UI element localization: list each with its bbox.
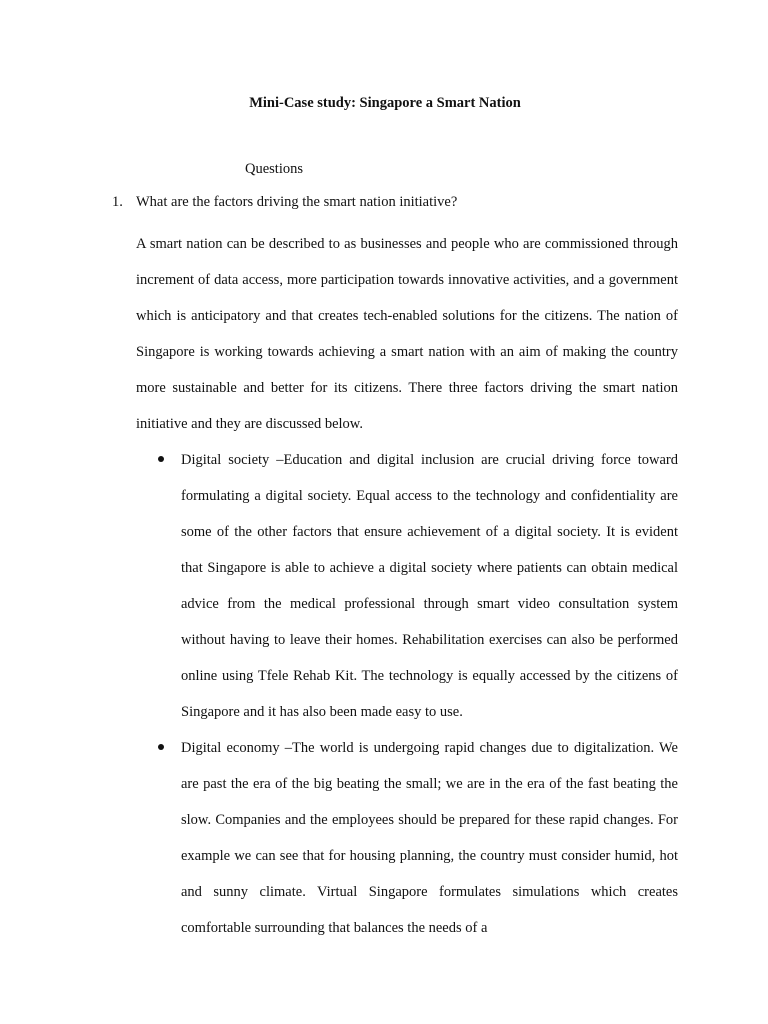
bullet-item-digital-society — [136, 442, 678, 730]
answer-paragraph: A smart nation can be described to as businesses and people who are commissioned through increment of data access, more participation towards innovative activities, and a government which is anticipatory and that creates tech-enabled solutions for the citizens. The nation of Singapore is working towards achieving a smart nation with an aim of making the country more sustainable and better for its citizens. There three factors driving the smart nation initiative and they are discussed below. — [136, 236, 678, 432]
question-item — [112, 193, 682, 211]
bullet-dot-icon — [158, 744, 164, 750]
bullet-text: Digital society –Education and digital inclusion are crucial driving force toward formulating a digital society. Equal access to the technology and confidentiality are some of the other factors that ensure achievement of a digital society. It is evident that Singapore is able to achieve a digital society where patients can obtain medical advice from the medical professional through smart video consultation system without having to leave their homes. Rehabilitation exercises can also be performed online using Tfele Rehab Kit. The technology is equally accessed by the citizens of Singapore and it has also been made easy to use. — [181, 452, 678, 720]
bullet-text: Digital economy –The world is undergoing rapid changes due to digitalization. We are past the era of the big beating the small; we are in the era of the fast beating the slow. Companies and the employees should be prepared for these rapid changes. For example we can see that for housing planning, the country must consider humid, hot and sunny climate. Virtual Singapore formulates simulations which creates comfortable surrounding that balances the needs of a — [181, 740, 678, 936]
bullet-dot-icon — [158, 456, 164, 462]
document-title: Mini-Case study: Singapore a Smart Nation — [249, 95, 521, 111]
bullet-list — [136, 442, 678, 730]
bullet-list — [136, 730, 678, 946]
bullet-item-digital-economy — [136, 730, 678, 946]
section-subtitle: Questions — [245, 161, 303, 177]
question-text: What are the factors driving the smart nation initiative? — [136, 194, 458, 210]
question-number: 1. — [112, 194, 123, 210]
